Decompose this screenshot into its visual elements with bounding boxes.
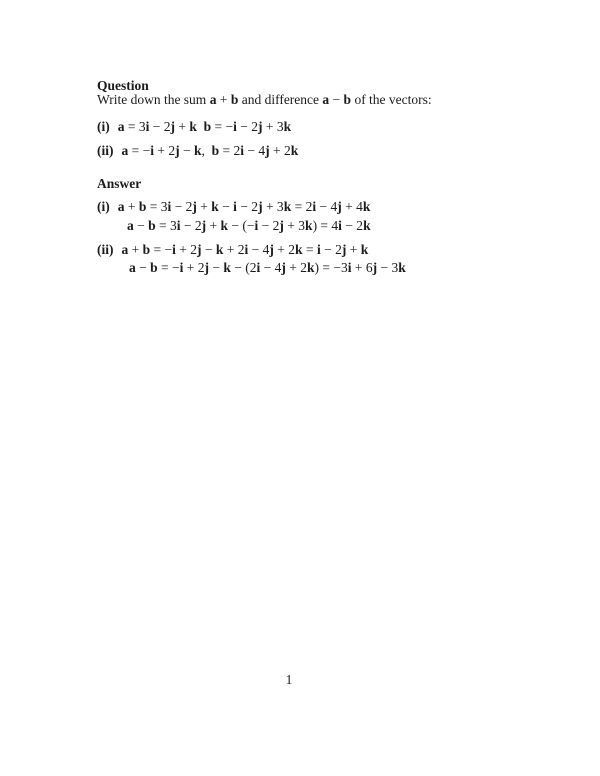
vector-symbol: j bbox=[279, 218, 284, 233]
vector-symbol: k bbox=[220, 218, 229, 233]
vector-symbol: i bbox=[172, 242, 176, 257]
vector-symbol: i bbox=[316, 242, 321, 257]
math-text: Write down the sum bbox=[97, 92, 210, 107]
math-text: − bbox=[133, 218, 149, 233]
math-text: = 2 bbox=[219, 143, 241, 158]
vector-symbol: a bbox=[121, 143, 129, 158]
math-text: , bbox=[201, 143, 212, 158]
vector-symbol: k bbox=[211, 199, 219, 214]
math-text: = − bbox=[150, 242, 173, 257]
math-text: − 4 bbox=[244, 143, 266, 158]
vector-symbol: a bbox=[129, 260, 136, 275]
vector-symbol: b bbox=[142, 242, 151, 257]
vector-symbol: i bbox=[176, 218, 181, 233]
vector-symbol: k bbox=[295, 242, 303, 257]
math-text: + 2 bbox=[154, 143, 176, 158]
vector-symbol: b bbox=[203, 119, 212, 134]
question-intro bbox=[97, 91, 432, 108]
math-text: − 2 bbox=[341, 218, 364, 233]
math-text: − 3 bbox=[377, 260, 399, 275]
item-label-i: (i) bbox=[97, 119, 110, 134]
page-number: 1 bbox=[285, 672, 293, 687]
math-text: + 2 bbox=[269, 143, 291, 158]
math-text: − 2 bbox=[236, 119, 259, 134]
vector-symbol: j bbox=[269, 242, 274, 257]
vector-symbol: a bbox=[117, 119, 125, 134]
question-item-ii bbox=[97, 142, 298, 159]
math-expression bbox=[127, 218, 371, 233]
vector-symbol: k bbox=[223, 260, 231, 275]
vector-symbol: i bbox=[145, 119, 150, 134]
math-expression bbox=[129, 260, 406, 275]
vector-symbol: j bbox=[170, 119, 176, 134]
vector-symbol: k bbox=[398, 260, 406, 275]
vector-symbol: j bbox=[372, 260, 378, 275]
vector-symbol: j bbox=[337, 199, 342, 214]
vector-symbol: i bbox=[240, 143, 245, 158]
vector-symbol: b bbox=[211, 143, 220, 158]
vector-symbol: k bbox=[307, 260, 315, 275]
math-text: + bbox=[196, 199, 212, 214]
vector-symbol: k bbox=[290, 143, 299, 158]
math-text: − 2 bbox=[258, 218, 280, 233]
answer-item-i-line-1 bbox=[97, 198, 370, 215]
math-text: − bbox=[209, 260, 224, 275]
math-text: + bbox=[346, 242, 361, 257]
vector-symbol: j bbox=[201, 218, 207, 233]
math-text: − bbox=[135, 260, 151, 275]
math-text: − (− bbox=[228, 218, 255, 233]
vector-symbol: i bbox=[179, 260, 184, 275]
math-text: − 2 bbox=[149, 119, 171, 134]
vector-symbol: i bbox=[347, 260, 352, 275]
math-text: + bbox=[124, 199, 139, 214]
math-text: and difference bbox=[238, 92, 323, 107]
vector-symbol: a bbox=[322, 92, 330, 107]
math-text: − 4 bbox=[248, 242, 270, 257]
vector-symbol: a bbox=[117, 199, 125, 214]
math-text: − 2 bbox=[171, 199, 193, 214]
math-text: = 3 bbox=[155, 218, 177, 233]
vector-symbol: i bbox=[256, 260, 261, 275]
vector-symbol: b bbox=[230, 92, 239, 107]
math-text: ) = −3 bbox=[314, 260, 348, 275]
vector-symbol: i bbox=[312, 199, 317, 214]
vector-symbol: i bbox=[167, 199, 172, 214]
vector-symbol: k bbox=[305, 218, 313, 233]
math-text: = 3 bbox=[146, 199, 168, 214]
math-text: + 3 bbox=[262, 119, 284, 134]
vector-symbol: j bbox=[197, 242, 202, 257]
math-text: − 2 bbox=[180, 218, 202, 233]
math-expression bbox=[122, 143, 299, 158]
math-text: ) = 4 bbox=[312, 218, 339, 233]
vector-symbol: k bbox=[362, 199, 371, 214]
vector-symbol: j bbox=[258, 119, 263, 134]
math-text: + 3 bbox=[262, 199, 284, 214]
question-item-i bbox=[97, 118, 291, 135]
math-text: + 6 bbox=[351, 260, 373, 275]
vector-symbol: i bbox=[233, 119, 237, 134]
answer-item-i-line-2 bbox=[127, 217, 371, 234]
math-text: + 4 bbox=[341, 199, 363, 214]
vector-symbol: i bbox=[244, 242, 249, 257]
vector-symbol: k bbox=[194, 143, 202, 158]
vector-symbol: k bbox=[360, 242, 369, 257]
math-text: + 2 bbox=[285, 260, 308, 275]
math-text: − 2 bbox=[320, 242, 342, 257]
vector-symbol: k bbox=[215, 242, 224, 257]
math-text: = 2 bbox=[291, 199, 313, 214]
math-expression bbox=[118, 119, 291, 134]
math-text: = − bbox=[128, 143, 151, 158]
math-text: − bbox=[179, 143, 194, 158]
vector-symbol: i bbox=[254, 218, 259, 233]
math-text: + 2 bbox=[273, 242, 296, 257]
math-text bbox=[197, 119, 204, 134]
math-text: − bbox=[329, 92, 344, 107]
vector-symbol: j bbox=[175, 143, 180, 158]
math-expression bbox=[122, 242, 369, 257]
math-text: = bbox=[302, 242, 317, 257]
math-text: − bbox=[218, 199, 234, 214]
question-heading: Question bbox=[97, 78, 149, 93]
item-label-ii: (ii) bbox=[97, 143, 114, 158]
vector-symbol: k bbox=[189, 119, 197, 134]
vector-symbol: b bbox=[138, 199, 147, 214]
vector-symbol: a bbox=[209, 92, 217, 107]
math-text: − bbox=[201, 242, 216, 257]
math-text: + bbox=[216, 92, 231, 107]
vector-symbol: k bbox=[363, 218, 371, 233]
vector-symbol: j bbox=[265, 143, 270, 158]
vector-symbol: i bbox=[233, 199, 237, 214]
math-text: + bbox=[175, 119, 190, 134]
item-label-i: (i) bbox=[97, 199, 110, 214]
math-text: = − bbox=[211, 119, 234, 134]
vector-symbol: k bbox=[283, 119, 292, 134]
math-text: − 4 bbox=[316, 199, 338, 214]
vector-symbol: j bbox=[341, 242, 347, 257]
math-text: + 2 bbox=[175, 242, 198, 257]
math-text: + bbox=[206, 218, 221, 233]
math-text: of the vectors: bbox=[351, 92, 432, 107]
vector-symbol: a bbox=[121, 242, 129, 257]
vector-symbol: j bbox=[281, 260, 286, 275]
vector-symbol: i bbox=[150, 143, 154, 158]
vector-symbol: b bbox=[343, 92, 352, 107]
answer-heading: Answer bbox=[97, 176, 142, 191]
answer-item-ii-line-1 bbox=[97, 241, 368, 258]
math-text: = 3 bbox=[124, 119, 146, 134]
math-text: + 3 bbox=[283, 218, 306, 233]
math-text: − 2 bbox=[236, 199, 259, 214]
math-text: − 4 bbox=[260, 260, 282, 275]
answer-item-ii-line-2 bbox=[129, 259, 406, 276]
math-text: + bbox=[128, 242, 143, 257]
vector-symbol: b bbox=[150, 260, 158, 275]
math-text: − (2 bbox=[230, 260, 257, 275]
math-expression bbox=[118, 199, 371, 214]
vector-symbol: a bbox=[127, 218, 134, 233]
vector-symbol: j bbox=[204, 260, 210, 275]
vector-symbol: j bbox=[192, 199, 197, 214]
vector-symbol: k bbox=[283, 199, 292, 214]
math-text: + 2 bbox=[223, 242, 245, 257]
vector-symbol: j bbox=[258, 199, 263, 214]
vector-symbol: i bbox=[338, 218, 342, 233]
item-label-ii: (ii) bbox=[97, 242, 114, 257]
math-text: + 2 bbox=[183, 260, 205, 275]
math-text: = − bbox=[157, 260, 180, 275]
vector-symbol: b bbox=[148, 218, 156, 233]
